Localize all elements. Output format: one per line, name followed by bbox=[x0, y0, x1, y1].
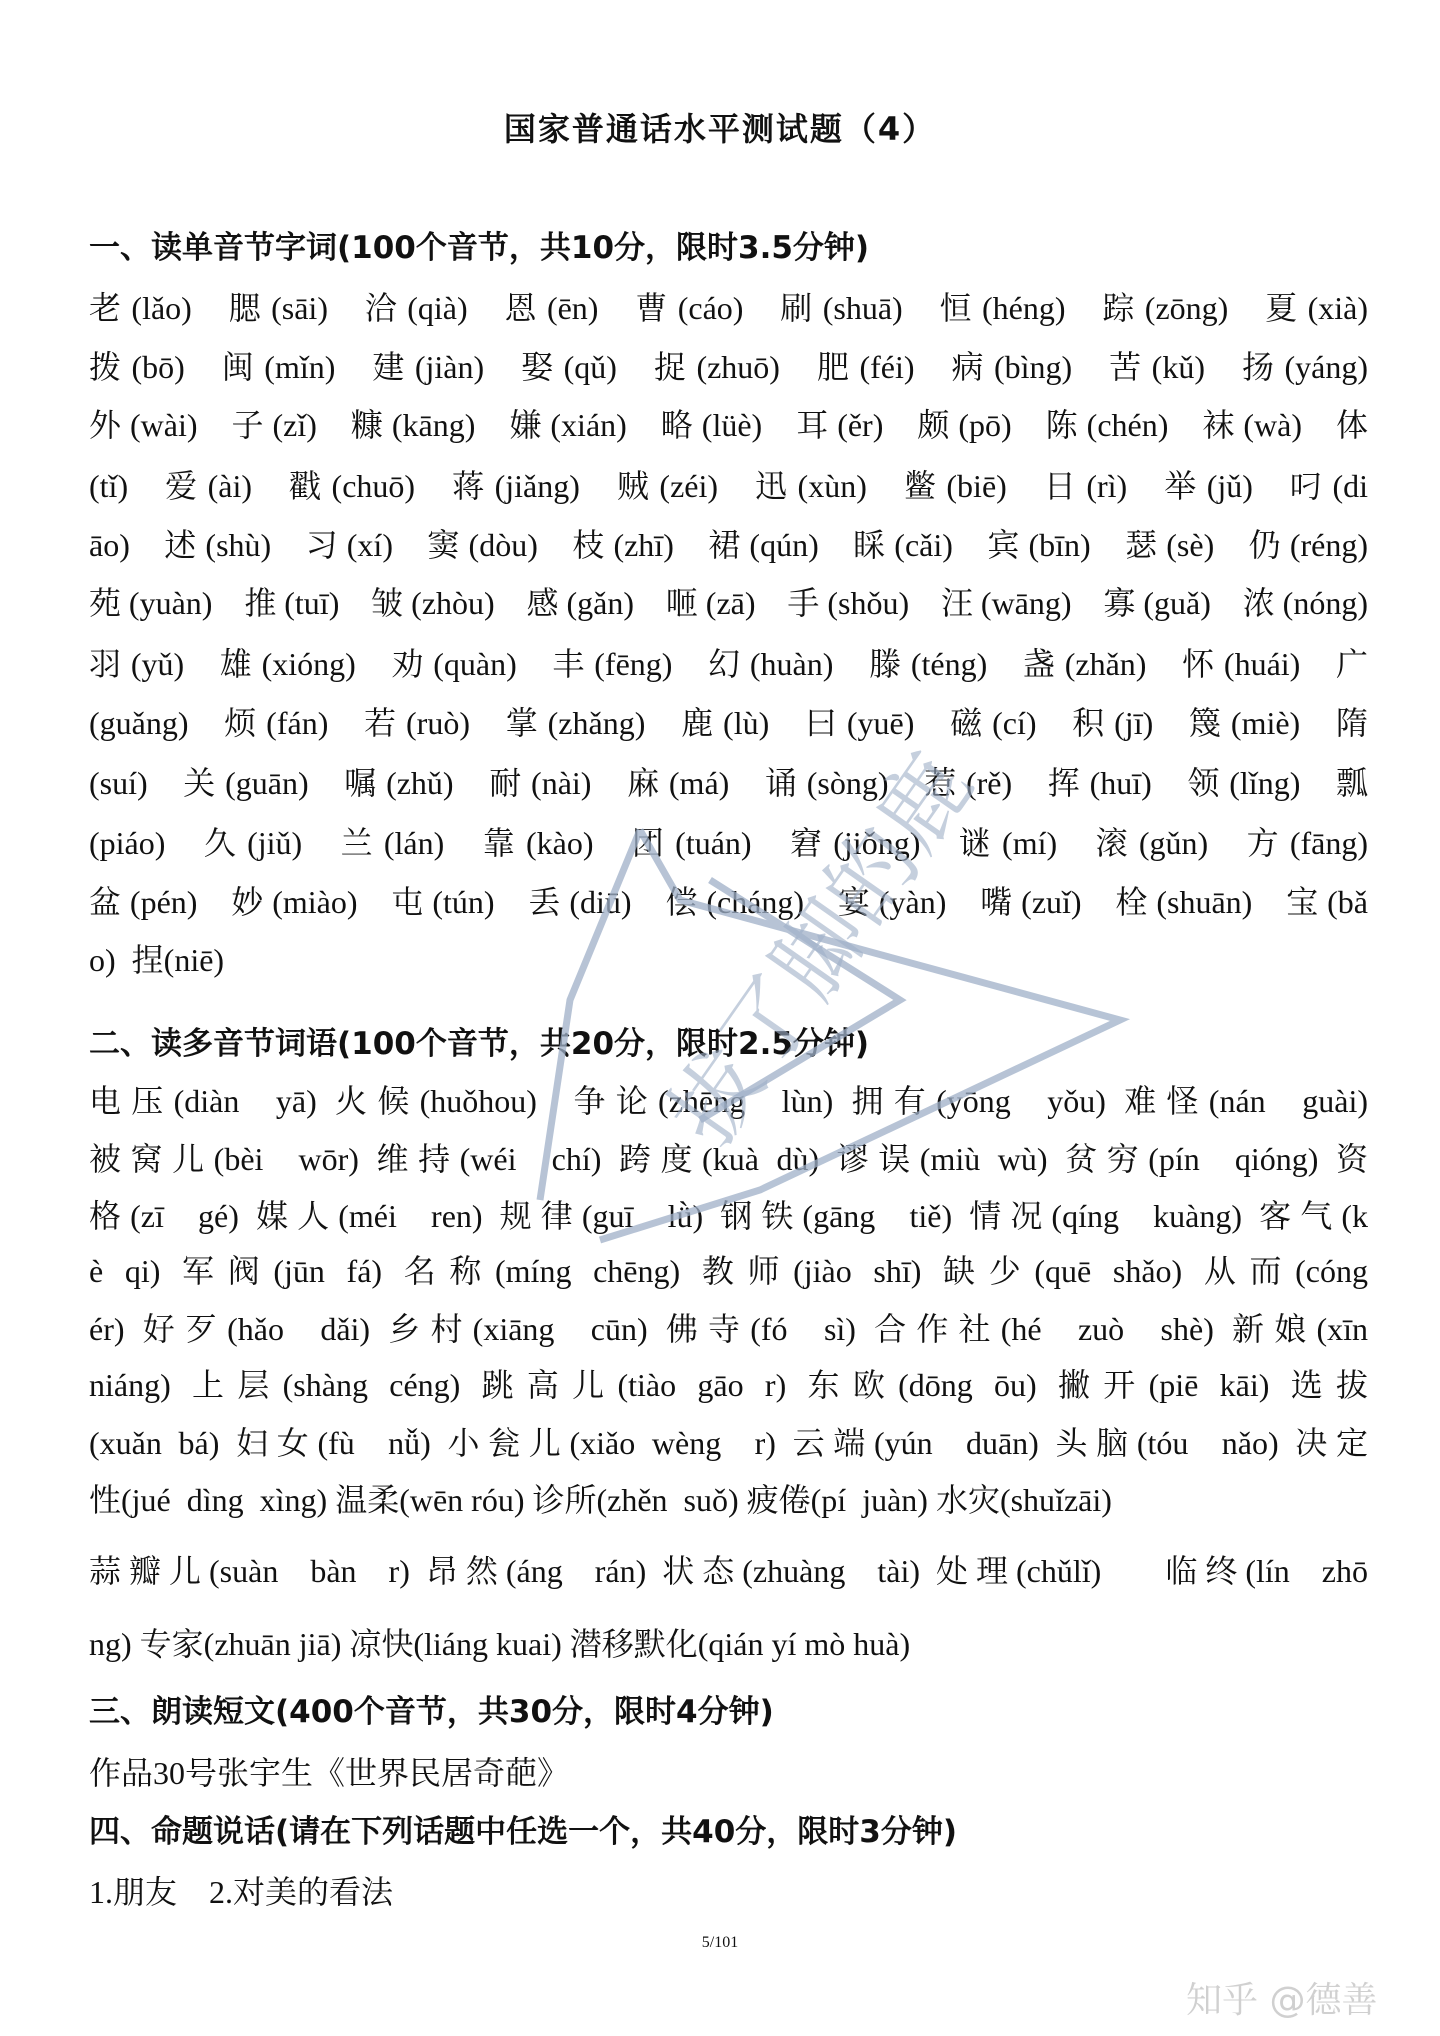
text-line: 电压(diàn yā) 火候(huǒhou) 争论(zhēng lùn) 拥有(yōng yǒu) 难怪(nán guài) bbox=[89, 1083, 1368, 1119]
text-line: 拨(bō) 闽(mǐn) 建(jiàn) 娶(qǔ) 捉(zhuō) 肥(féi) 病(bìng) 苦(kǔ) 扬(yáng) bbox=[89, 349, 1368, 385]
section3-text: 作品30号张宇生《世界民居奇葩》 bbox=[89, 1755, 570, 1791]
text-line: (xuǎn bá) 妇女(fù nǚ) 小瓮儿(xiǎo wèng r) 云端(yún duān) 头脑(tóu nǎo) 决定 bbox=[89, 1425, 1368, 1461]
text-line: (guǎng) 烦(fán) 若(ruò) 掌(zhǎng) 鹿(lù) 曰(yuē) 磁(cí) 积(jī) 篾(miè) 隋 bbox=[89, 705, 1368, 741]
text-line: 羽(yǔ) 雄(xióng) 劝(quàn) 丰(fēng) 幻(huàn) 滕(téng) 盏(zhǎn) 怀(huái) 广 bbox=[89, 646, 1368, 682]
text-line: 外(wài) 子(zǐ) 糠(kāng) 嫌(xián) 略(lüè) 耳(ěr) 颇(pō) 陈(chén) 袜(wà) 体 bbox=[89, 407, 1368, 443]
text-line: (suí) 关(guān) 嘱(zhǔ) 耐(nài) 麻(má) 诵(sòng) 惹(rě) 挥(huī) 领(lǐng) 瓢 bbox=[89, 765, 1368, 801]
text-line: 盆(pén) 妙(miào) 屯(tún) 丢(diū) 偿(cháng) 宴(yàn) 嘴(zuǐ) 栓(shuān) 宝(bǎ bbox=[89, 884, 1368, 920]
text-line: ng) 专家(zhuān jiā) 凉快(liáng kuai) 潜移默化(qián yí mò huà) bbox=[89, 1626, 911, 1662]
section3-heading: 三、朗读短文(400个音节，共30分，限时4分钟) bbox=[89, 1694, 774, 1730]
text-line: 蒜瓣儿(suàn bàn r) 昂然(áng rán) 状态(zhuàng tài) 处理(chǔlǐ) 临终(lín zhō bbox=[89, 1553, 1368, 1589]
text-line: è qi) 军阀(jūn fá) 名称(míng chēng) 教师(jiào shī) 缺少(quē shǎo) 从而(cóng bbox=[89, 1253, 1368, 1289]
text-line: (tǐ) 爱(ài) 戳(chuō) 蒋(jiǎng) 贼(zéi) 迅(xùn) 鳖(biē) 日(rì) 举(jǔ) 叼(di bbox=[89, 468, 1368, 504]
section4-topics: 1.朋友 2.对美的看法 bbox=[89, 1874, 394, 1910]
text-line: niáng) 上层(shàng céng) 跳高儿(tiào gāo r) 东欧(dōng ōu) 撇开(piē kāi) 选拔 bbox=[89, 1367, 1368, 1403]
text-line: (piáo) 久(jiǔ) 兰(lán) 靠(kào) 团(tuán) 窘(jiǒng) 谜(mí) 滚(gǔn) 方(fāng) bbox=[89, 825, 1368, 861]
text-line: 格(zī gé) 媒人(méi ren) 规律(guī lǜ) 钢铁(gāng tiě) 情况(qíng kuàng) 客气(k bbox=[89, 1198, 1368, 1234]
document-title: 国家普通话水平测试题（4） bbox=[503, 110, 937, 148]
watermark-text: 拔了脚的鹿 bbox=[648, 735, 994, 1165]
section4-heading: 四、命题说话(请在下列话题中任选一个，共40分，限时3分钟) bbox=[89, 1814, 958, 1850]
text-line: 被窝儿(bèi wōr) 维持(wéi chí) 跨度(kuà dù) 谬误(miù wù) 贫穷(pín qióng) 资 bbox=[89, 1141, 1368, 1177]
text-line: āo) 述(shù) 习(xí) 窦(dòu) 枝(zhī) 裙(qún) 睬(cǎi) 宾(bīn) 瑟(sè) 仍(réng) bbox=[89, 527, 1368, 563]
section2-heading: 二、读多音节词语(100个音节，共20分，限时2.5分钟) bbox=[89, 1026, 870, 1062]
zhihu-watermark: 知乎 @德善 bbox=[1186, 1980, 1378, 2021]
page-number: 5/101 bbox=[701, 1934, 739, 1951]
section1-heading: 一、读单音节字词(100个音节，共10分，限时3.5分钟) bbox=[89, 230, 870, 266]
text-line: 性(jué dìng xìng) 温柔(wēn róu) 诊所(zhěn suǒ) 疲倦(pí juàn) 水灾(shuǐzāi) bbox=[89, 1482, 1112, 1518]
text-line: o) 捏(niē) bbox=[89, 942, 225, 978]
text-line: 苑(yuàn) 推(tuī) 皱(zhòu) 感(gǎn) 咂(zā) 手(shǒu) 汪(wāng) 寡(guǎ) 浓(nóng) bbox=[89, 585, 1368, 621]
text-line: 老(lǎo) 腮(sāi) 洽(qià) 恩(ēn) 曹(cáo) 刷(shuā) 恒(héng) 踪(zōng) 夏(xià) bbox=[89, 290, 1368, 326]
text-line: ér) 好歹(hǎo dǎi) 乡村(xiāng cūn) 佛寺(fó sì) 合作社(hé zuò shè) 新娘(xīn bbox=[89, 1311, 1368, 1347]
